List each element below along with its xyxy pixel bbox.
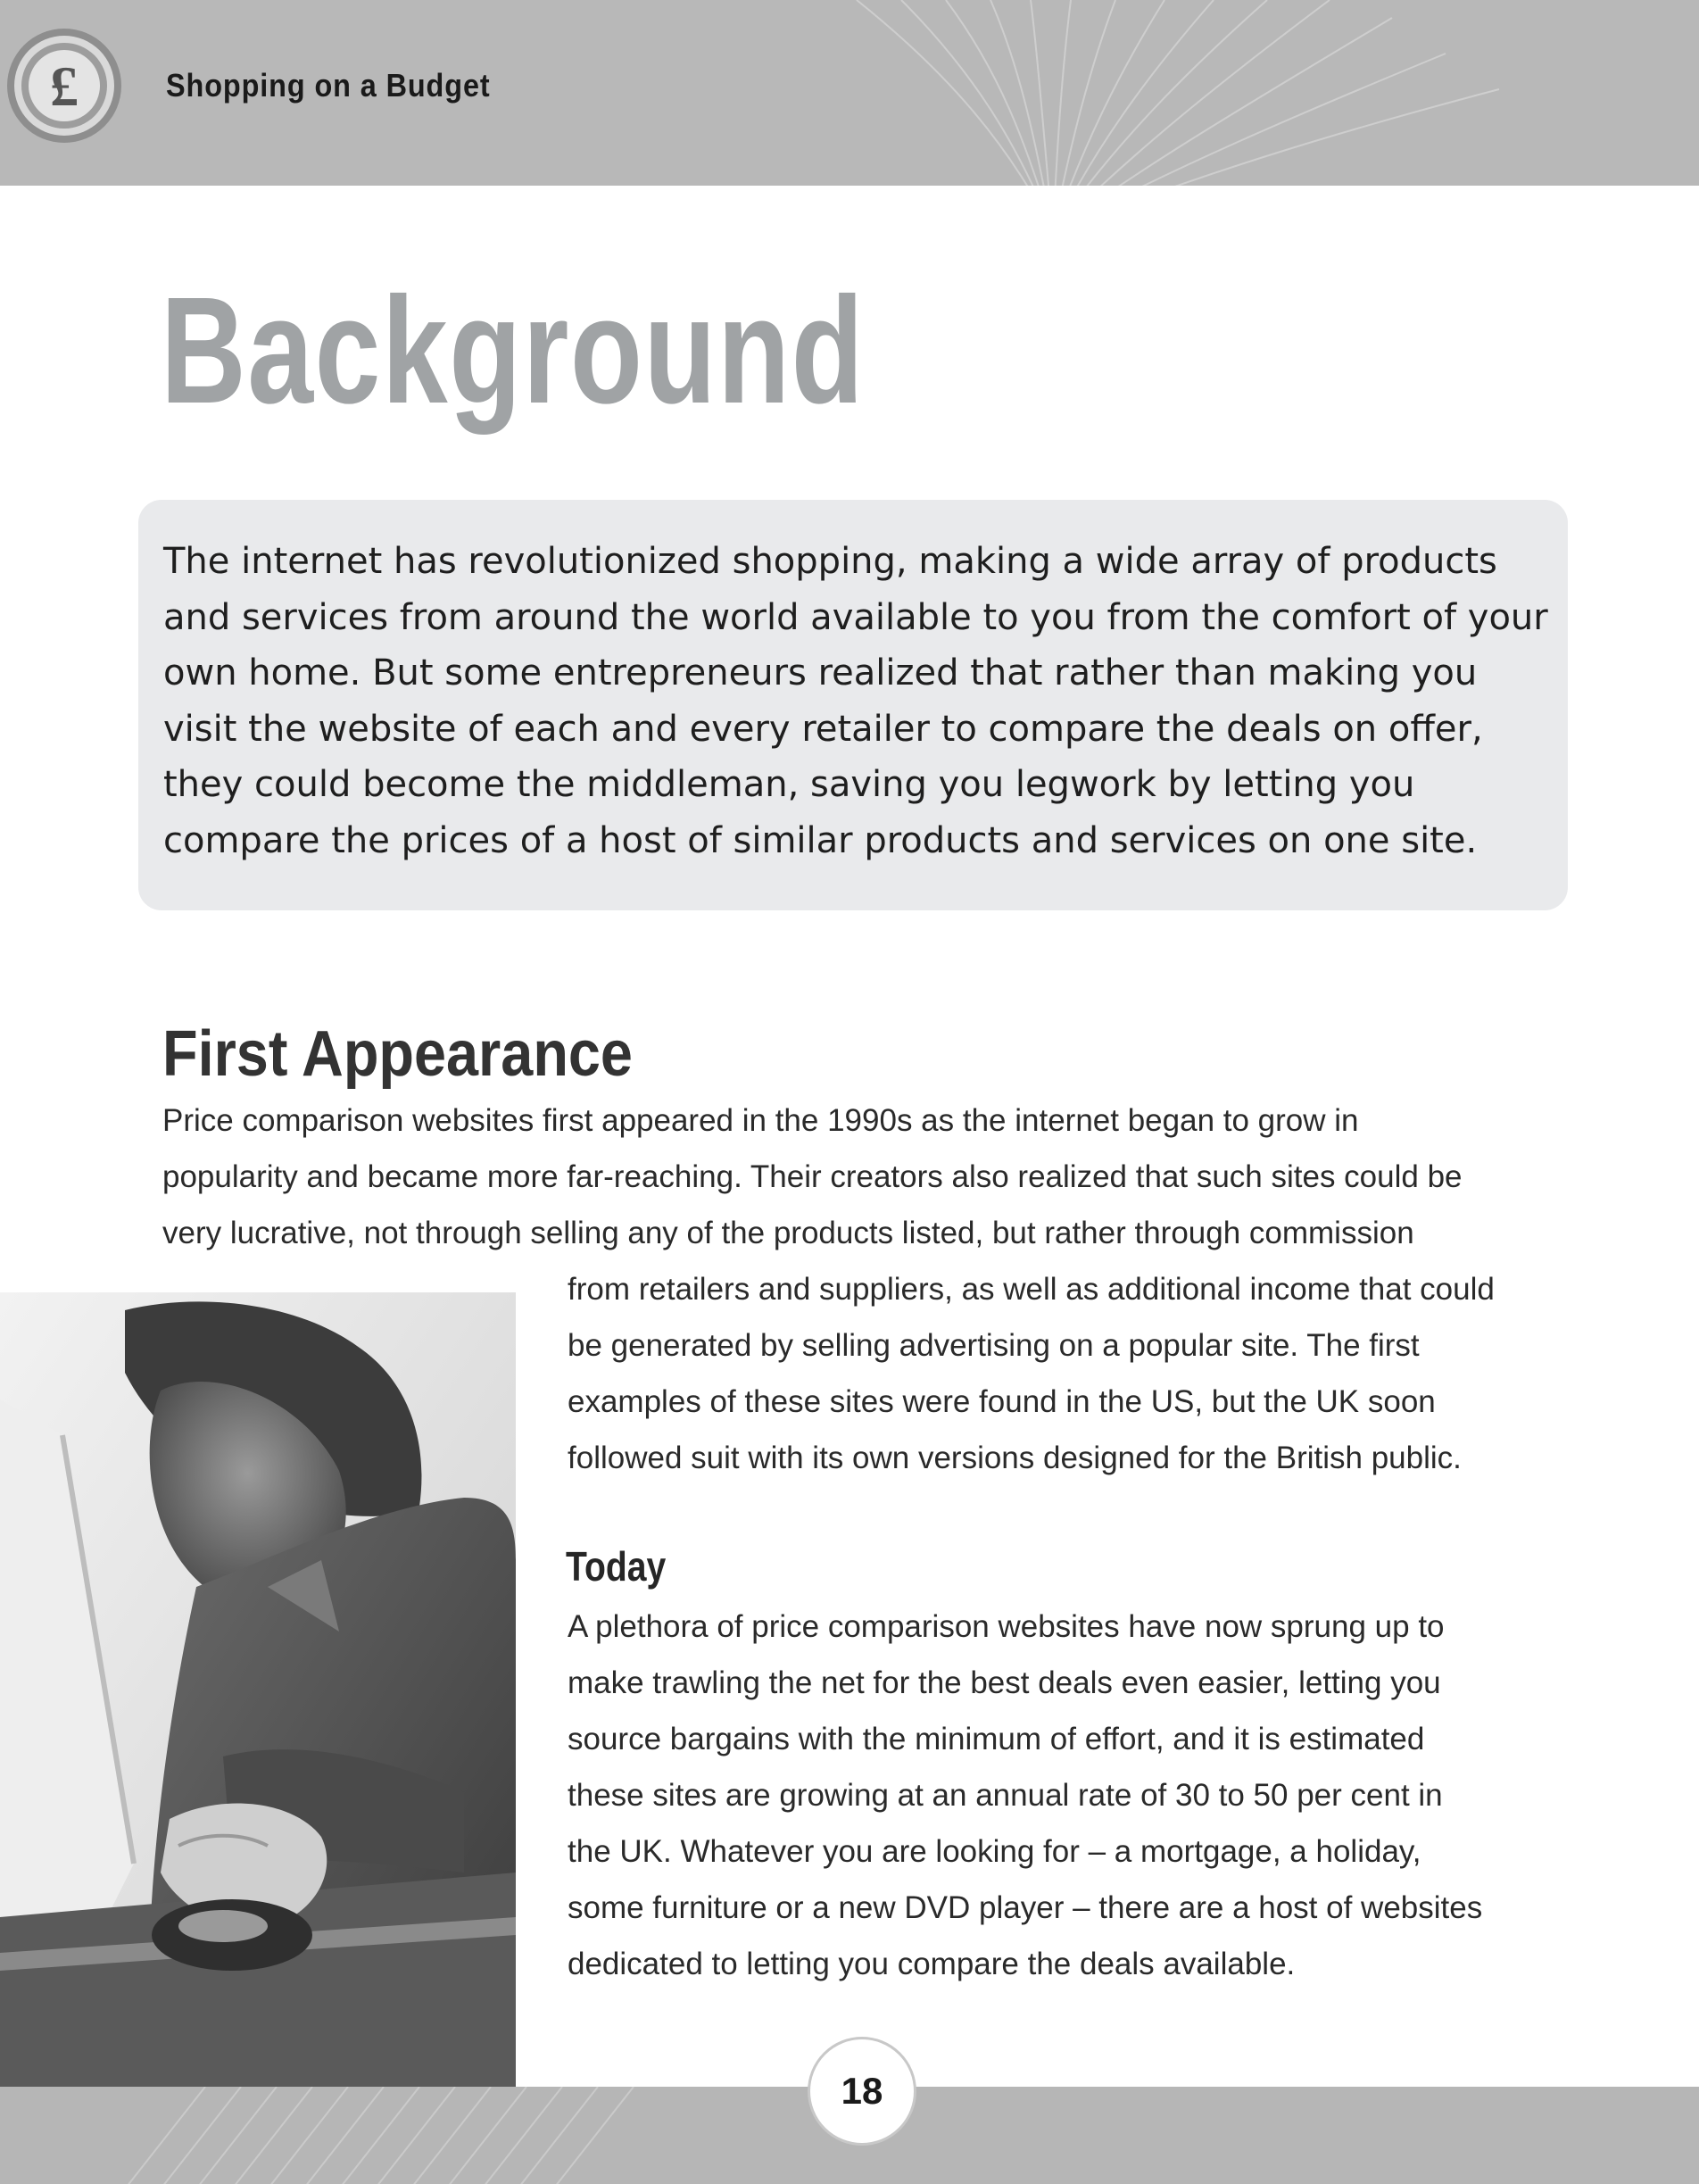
today-line: some furniture or a new DVD player – there are a host of websites	[568, 1890, 1483, 1925]
series-title: Shopping on a Budget	[166, 67, 491, 104]
man-at-computer-photo	[0, 1292, 516, 2087]
first-appearance-line: from retailers and suppliers, as well as additional income that could	[568, 1272, 1495, 1307]
today-line: the UK. Whatever you are looking for – a mortgage, a holiday,	[568, 1834, 1421, 1869]
section-heading-first-appearance: First Appearance	[162, 1018, 633, 1090]
today-line: dedicated to letting you compare the deals available.	[568, 1947, 1296, 1981]
today-line: source bargains with the minimum of effort, and it is estimated	[568, 1722, 1425, 1756]
first-appearance-line: Price comparison websites first appeared in the 1990s as the internet began to grow in	[162, 1103, 1359, 1138]
first-appearance-line: followed suit with its own versions designed for the British public.	[568, 1441, 1462, 1475]
today-line: A plethora of price comparison websites have now sprung up to	[568, 1609, 1445, 1644]
header-band	[0, 0, 1699, 186]
page-number: 18	[808, 2037, 916, 2146]
section-heading-today: Today	[566, 1543, 667, 1590]
svg-text:£: £	[50, 54, 79, 118]
intro-paragraph: The internet has revolutionized shopping, making a wide array of products and services from around the world available to you from the comfort of your own home. But some entrepreneurs realized that rather than making you visit the website of each and every retailer to compare the deals on offer, they could become the middleman, saving you legwork by letting you compare the prices of a host of similar products and services on one site.	[163, 541, 1548, 861]
page-title: Background	[161, 266, 866, 436]
pound-coin-icon	[4, 25, 125, 146]
today-line: make trawling the net for the best deals even easier, letting you	[568, 1665, 1441, 1700]
first-appearance-line: be generated by selling advertising on a popular site. The first	[568, 1328, 1420, 1363]
first-appearance-line: very lucrative, not through selling any of the products listed, but rather through commission	[162, 1216, 1414, 1250]
first-appearance-line: popularity and became more far-reaching. Their creators also realized that such sites could be	[162, 1159, 1463, 1194]
first-appearance-line: examples of these sites were found in the US, but the UK soon	[568, 1384, 1436, 1419]
today-line: these sites are growing at an annual rate of 30 to 50 per cent in	[568, 1778, 1443, 1813]
